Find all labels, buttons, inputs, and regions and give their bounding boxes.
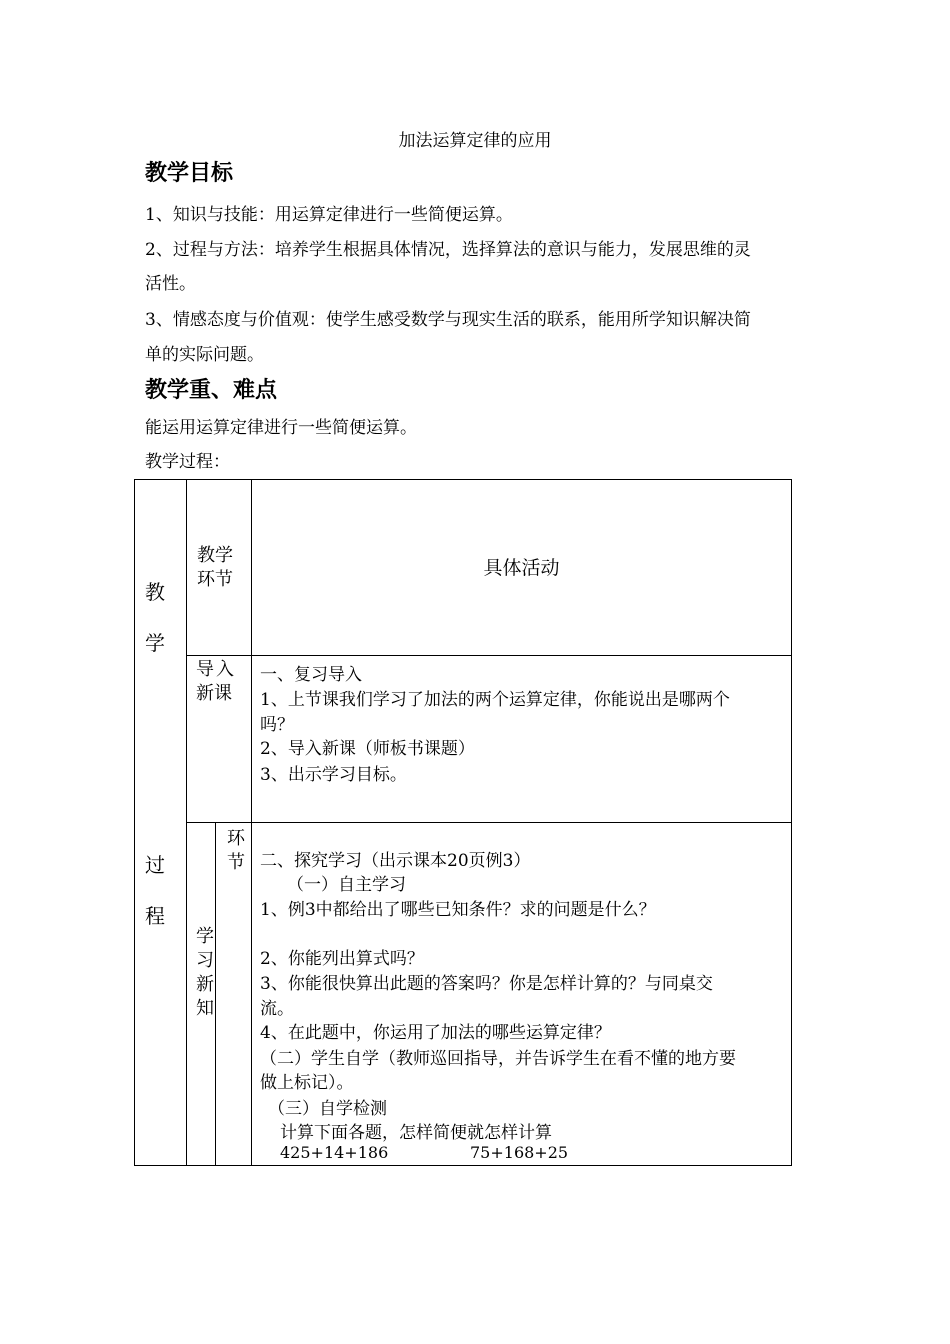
goal-3-line-1: 3、情感态度与价值观：使学生感受数学与现实生活的联系，能用所学知识解决简 (145, 310, 751, 330)
header-link-line-2: 环节 (197, 569, 233, 590)
table-bottom-border (134, 1165, 792, 1166)
left-col-char-4: 程 (145, 904, 165, 928)
document-title: 加法运算定律的应用 (398, 131, 552, 151)
row1-link-line-2: 新课 (196, 683, 232, 704)
row1-line-3: 吗？ (260, 715, 294, 735)
row2-line-5: 3、你能很快算出此题的答案吗？你是怎样计算的？与同桌交 (260, 974, 713, 994)
goal-2-line-2: 活性。 (145, 274, 196, 294)
left-col-char-2: 学 (145, 631, 165, 655)
table-top-border (134, 479, 792, 480)
expression-2: 75+168+25 (470, 1143, 569, 1162)
row1-link-line-1: 导入 (196, 659, 236, 680)
row1-line-1: 一、复习导入 (260, 665, 362, 685)
header-link-line-1: 教学 (197, 545, 233, 566)
row2-link-char-1: 学 (196, 926, 214, 947)
row2-sub-char-2: 节 (227, 852, 245, 873)
row2-link-char-2: 习 (196, 950, 214, 971)
key-point-text: 能运用运算定律进行一些简便运算。 (145, 418, 417, 438)
goal-3-line-2: 单的实际问题。 (145, 345, 264, 365)
row1-line-5: 3、出示学习目标。 (260, 765, 407, 785)
row2-line-3: 1、例3中都给出了哪些已知条件？求的问题是什么？ (260, 900, 656, 920)
goal-2-line-1: 2、过程与方法：培养学生根据具体情况，选择算法的意识与能力，发展思维的灵 (145, 240, 751, 260)
row2-link-char-4: 知 (196, 998, 214, 1019)
table-row-divider-1 (186, 655, 792, 656)
left-col-char-1: 教 (145, 580, 165, 604)
row2-line-8: （二）学生自学（教师巡回指导，并告诉学生在看不懂的地方要 (260, 1049, 736, 1069)
row2-line-7: 4、在此题中，你运用了加法的哪些运算定律？ (260, 1023, 611, 1043)
row2-sub-char-1: 环 (227, 828, 245, 849)
left-col-char-3: 过 (145, 853, 165, 877)
row2-line-6: 流。 (260, 999, 294, 1019)
row2-line-11: 计算下面各题，怎样简便就怎样计算 (280, 1123, 552, 1143)
expression-1: 425+14+186 (280, 1143, 389, 1162)
row1-line-4: 2、导入新课（师板书课题） (260, 739, 475, 759)
table-row-divider-2 (186, 822, 792, 823)
process-label: 教学过程： (145, 452, 230, 472)
row1-line-2: 1、上节课我们学习了加法的两个运算定律，你能说出是哪两个 (260, 690, 730, 710)
row2-line-1: 二、探究学习（出示课本20页例3） (260, 851, 531, 871)
row2-line-2: （一）自主学习 (287, 875, 406, 895)
row2-line-10: （三）自学检测 (268, 1099, 387, 1119)
row2-line-4: 2、你能列出算式吗？ (260, 949, 424, 969)
header-activity: 具体活动 (483, 557, 560, 579)
row2-link-char-3: 新 (196, 974, 214, 995)
row2-line-9: 做上标记）。 (260, 1073, 354, 1093)
goal-1: 1、知识与技能：用运算定律进行一些简便运算。 (145, 205, 513, 225)
table-left-border (134, 479, 135, 1166)
section-heading-goals: 教学目标 (145, 161, 234, 186)
section-heading-key-points: 教学重、难点 (145, 378, 278, 403)
